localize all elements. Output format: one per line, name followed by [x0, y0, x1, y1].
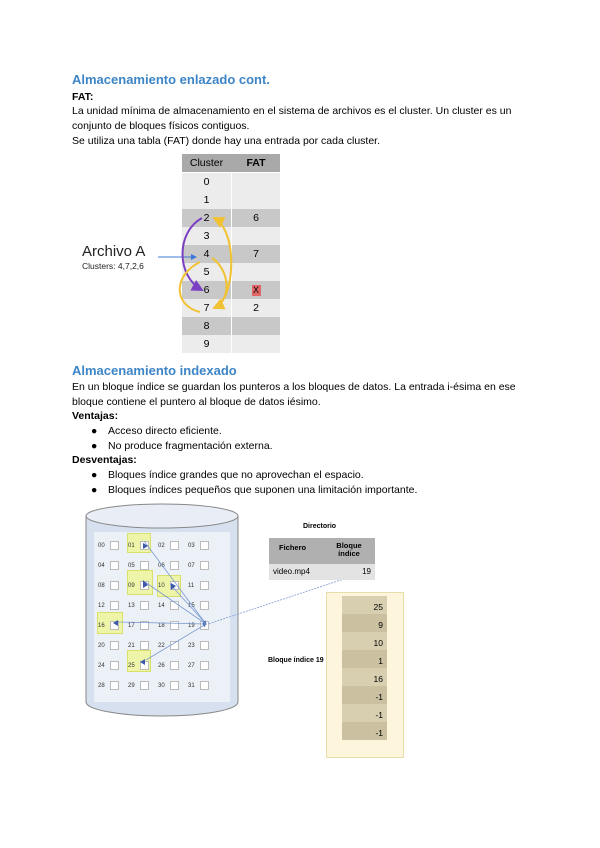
disk-block-number: 06	[158, 563, 165, 569]
directory-title: Directorio	[303, 523, 337, 530]
fat-cluster-cell: 4	[182, 245, 231, 263]
file-a-clusters: Clusters: 4,7,2,6	[82, 261, 144, 271]
ventaja-item: ● No produce fragmentación externa.	[91, 440, 273, 452]
fat-value-cell: 6	[232, 209, 280, 227]
fat-cluster-cell: 8	[182, 317, 231, 335]
disk-block-number: 31	[188, 683, 195, 689]
disk-block-number: 20	[98, 643, 105, 649]
directory-header-index: Bloque índice	[336, 541, 362, 558]
indexado-paragraph: En un bloque índice se guardan los punteros a los bloques de datos. La entrada i-ésima en ese bloque contiene el puntero al bloque de datos iésimo.	[72, 381, 516, 408]
disk-block-number: 24	[98, 663, 105, 669]
desventaja-text: Bloques índices pequeños que suponen una limitación importante.	[108, 484, 418, 496]
disk-block-number: 23	[188, 643, 195, 649]
disk-block-number: 16	[98, 623, 105, 629]
disk-block-number: 00	[98, 543, 105, 549]
disk-block-number: 22	[158, 643, 165, 649]
index-entry: -1	[342, 686, 387, 704]
ventaja-item: ● Acceso directo eficiente.	[91, 425, 222, 437]
disk-block-number: 17	[128, 623, 135, 629]
disk-block-number: 27	[188, 663, 195, 669]
index-entry: 9	[342, 614, 387, 632]
index-entry: -1	[342, 722, 387, 740]
desventaja-text: Bloques índice grandes que no aprovechan el espacio.	[108, 469, 364, 481]
desventaja-item: ● Bloques índices pequeños que suponen una limitación importante.	[91, 484, 418, 496]
fat-value-cell: 2	[232, 299, 280, 317]
index-entry: 10	[342, 632, 387, 650]
disk-block-number: 19	[188, 623, 195, 629]
fat-header-cluster: Cluster	[189, 157, 224, 169]
disk-block-number: 05	[128, 563, 135, 569]
disk-block-number: 04	[98, 563, 105, 569]
disk-block-number: 10	[158, 583, 165, 589]
fat-label: FAT:	[72, 91, 94, 103]
end-of-chain-marker: X	[252, 284, 259, 295]
index-entry: 1	[342, 650, 387, 668]
fat-paragraph-2: Se utiliza una tabla (FAT) donde hay una entrada por cada cluster.	[72, 135, 380, 147]
index-entry: 16	[342, 668, 387, 686]
fat-cluster-cell: 9	[182, 335, 231, 353]
disk-block-number: 11	[188, 583, 195, 589]
disk-block-number: 25	[128, 663, 135, 669]
fat-cluster-cell: 3	[182, 227, 231, 245]
section-title-indexado: Almacenamiento indexado	[72, 363, 237, 378]
file-a-label: Archivo A	[82, 243, 146, 260]
ventaja-text: No produce fragmentación externa.	[108, 440, 273, 452]
fat-cluster-cell: 6	[182, 281, 231, 299]
disk-block-number: 13	[128, 603, 135, 609]
index-block-label: Bloque índice 19	[268, 657, 324, 664]
fat-cluster-cell: 0	[182, 173, 231, 191]
index-entry: -1	[342, 704, 387, 722]
fat-cluster-cell: 5	[182, 263, 231, 281]
index-entry: 25	[342, 596, 387, 614]
disk-block-number: 01	[128, 543, 135, 549]
directory-header-file: Fichero	[279, 543, 307, 552]
disk-block-number: 21	[128, 643, 135, 649]
disk-block-number: 12	[98, 603, 105, 609]
ventajas-label: Ventajas:	[72, 410, 119, 422]
directory-header	[269, 538, 375, 564]
disk-block-number: 02	[158, 543, 165, 549]
directory-index-value: 19	[362, 567, 371, 576]
disk-block-number: 18	[158, 623, 165, 629]
disk-block-number: 29	[128, 683, 135, 689]
disk-block-number: 09	[128, 583, 135, 589]
fat-header-fat: FAT	[246, 157, 266, 169]
ventaja-text: Acceso directo eficiente.	[108, 425, 222, 437]
fat-paragraph-1: La unidad mínima de almacenamiento en el sistema de archivos es el cluster. Un cluster es un conjunto de bloques físicos contiguos.	[72, 105, 512, 132]
disk-block-number: 14	[158, 603, 165, 609]
disk-block-number: 30	[158, 683, 165, 689]
fat-cluster-cell: 1	[182, 191, 231, 209]
section-title-enlazado: Almacenamiento enlazado cont.	[72, 72, 270, 87]
desventajas-label: Desventajas:	[72, 454, 137, 466]
fat-cluster-cell: 2	[182, 209, 231, 227]
disk-block-number: 28	[98, 683, 105, 689]
directory-file-name: video.mp4	[273, 567, 310, 576]
disk-block-number: 03	[188, 543, 195, 549]
disk-block-number: 15	[188, 603, 195, 609]
directory-row	[269, 564, 375, 580]
fat-cluster-cell: 7	[182, 299, 231, 317]
disk-block-number: 07	[188, 563, 195, 569]
desventaja-item: ● Bloques índice grandes que no aprovechan el espacio.	[91, 469, 364, 481]
disk-block-number: 26	[158, 663, 165, 669]
disk-block-number: 08	[98, 583, 105, 589]
fat-value-cell: 7	[232, 245, 280, 263]
